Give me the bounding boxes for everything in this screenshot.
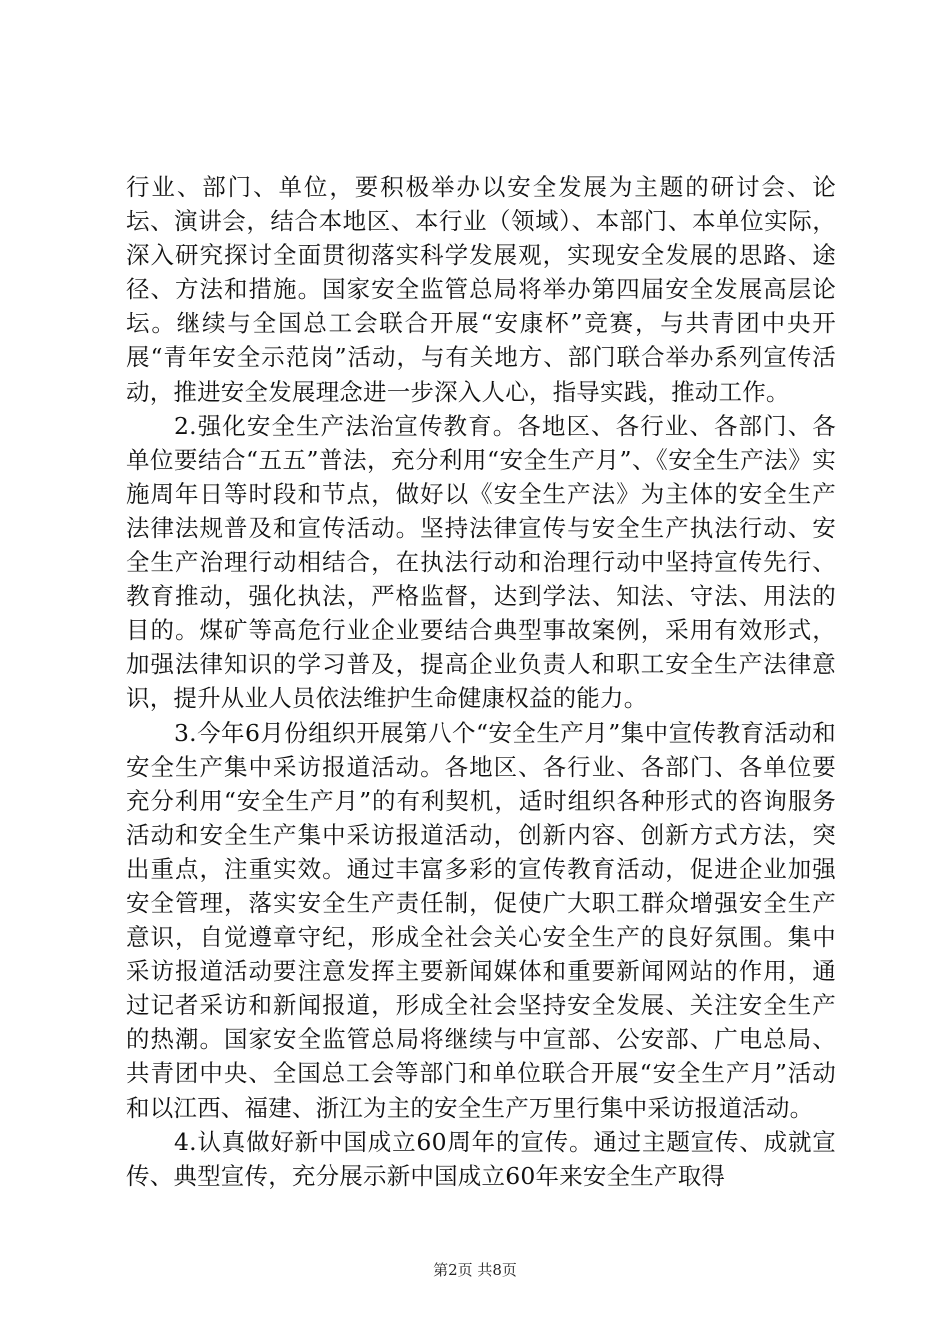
document-body bbox=[126, 170, 836, 1193]
paragraph-2: 2.强化安全生产法治宣传教育。各地区、各行业、各部门、各单位要结合“五五”普法，充分利用“安全生产月”、《安全生产法》实施周年日等时段和节点，做好以《安全生产法》为主体的安全生产法律法规普及和宣传活动。坚持法律宣传与安全生产执法行动、安全生产治理行动相结合，在执法行动和治理行动中坚持宣传先行、教育推动，强化执法，严格监督，达到学法、知法、守法、用法的目的。煤矿等高危行业企业要结合典型事故案例，采用有效形式，加强法律知识的学习普及，提高企业负责人和职工安全生产法律意识，提升从业人员依法维护生命健康权益的能力。 bbox=[126, 411, 836, 713]
paragraph-4: 4.认真做好新中国成立60周年的宣传。通过主题宣传、成就宣传、典型宣传，充分展示新中国成立60年来安全生产取得 bbox=[126, 1127, 836, 1190]
paragraph-3: 3.今年6月份组织开展第八个“安全生产月”集中宣传教育活动和安全生产集中采访报道活动。各地区、各行业、各部门、各单位要充分利用“安全生产月”的有利契机，适时组织各种形式的咨询服务活动和安全生产集中采访报道活动，创新内容、创新方式方法，突出重点，注重实效。通过丰富多彩的宣传教育活动，促进企业加强安全管理，落实安全生产责任制，促使广大职工群众增强安全生产意识，自觉遵章守纪，形成全社会关心安全生产的良好氛围。集中采访报道活动要注意发挥主要新闻媒体和重要新闻网站的作用，通过记者采访和新闻报道，形成全社会坚持安全发展、关注安全生产的热潮。国家安全监管总局将继续与中宣部、公安部、广电总局、共青团中央、全国总工会等部门和单位联合开展“安全生产月”活动和以江西、福建、浙江为主的安全生产万里行集中采访报道活动。 bbox=[126, 718, 836, 1122]
paragraph-1: 行业、部门、单位，要积极举办以安全发展为主题的研讨会、论坛、演讲会，结合本地区、本行业（领域）、本部门、本单位实际，深入研究探讨全面贯彻落实科学发展观，实现安全发展的思路、途径、方法和措施。国家安全监管总局将举办第四届安全发展高层论坛。继续与全国总工会联合开展“安康杯”竞赛，与共青团中央开展“青年安全示范岗”活动，与有关地方、部门联合举办系列宣传活动，推进安全发展理念进一步深入人心，指导实践，推动工作。 bbox=[126, 173, 836, 406]
page-footer: 第2页 共8页 bbox=[433, 1261, 517, 1279]
